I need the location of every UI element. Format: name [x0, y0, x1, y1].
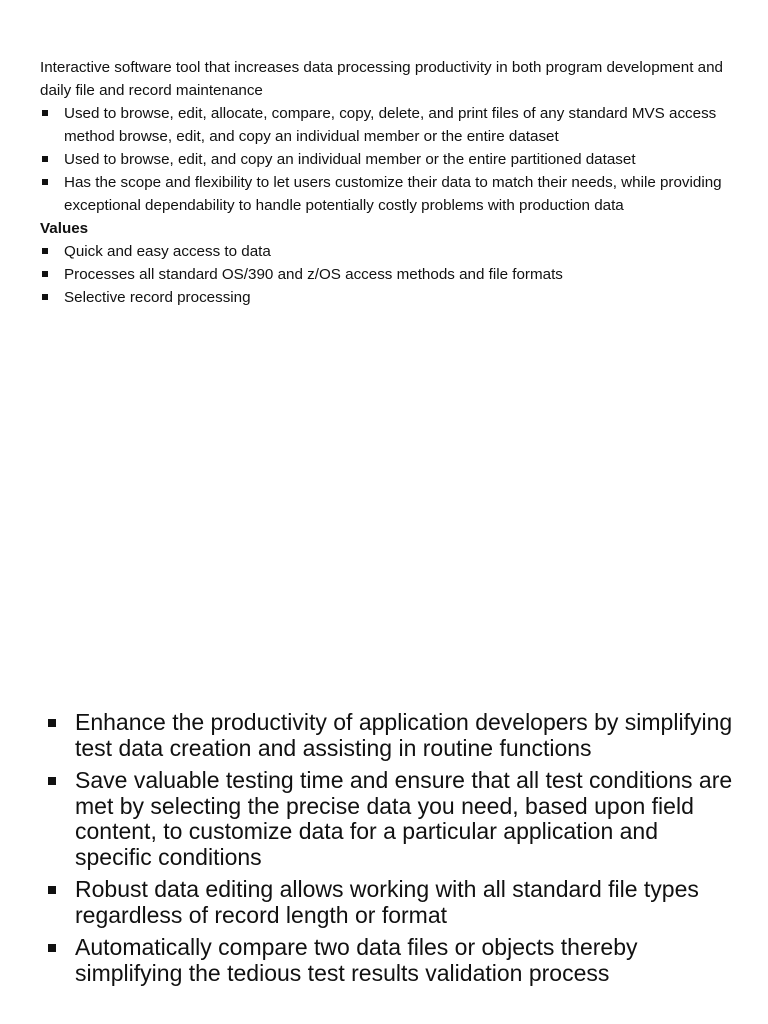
- list-item: [40, 240, 740, 263]
- square-bullet-icon: [42, 294, 48, 300]
- square-bullet-icon: [48, 719, 56, 727]
- list-item: [40, 263, 740, 286]
- square-bullet-icon: [42, 271, 48, 277]
- bottom-section: [46, 710, 736, 993]
- square-bullet-icon: [48, 886, 56, 894]
- list-item-text: Used to browse, edit, and copy an individual member or the entire partitioned dataset: [64, 151, 636, 168]
- square-bullet-icon: [42, 156, 48, 162]
- list-item-text: Enhance the productivity of application developers by simplifying test data creation and assisting in routine functions: [75, 709, 733, 761]
- top-section: [40, 56, 740, 309]
- benefits-list: [46, 710, 736, 986]
- list-item: [40, 148, 740, 171]
- list-item-text: Used to browse, edit, allocate, compare, copy, delete, and print files of any standard MVS access method browse, edit, and copy an individual member or the entire dataset: [64, 105, 717, 145]
- list-item-text: Processes all standard OS/390 and z/OS access methods and file formats: [64, 266, 563, 283]
- list-item: [46, 768, 736, 870]
- list-item-text: Automatically compare two data files or objects thereby simplifying the tedious test results validation process: [75, 934, 638, 986]
- list-item: [40, 286, 740, 309]
- values-heading: Values: [40, 220, 89, 237]
- list-item: [40, 102, 740, 148]
- list-item-text: Selective record processing: [64, 289, 251, 306]
- square-bullet-icon: [48, 777, 56, 785]
- feature-list: [40, 102, 740, 217]
- list-item-text: Save valuable testing time and ensure that all test conditions are met by selecting the precise data you need, based upon field content, to customize data for a particular application and specific conditions: [75, 767, 733, 870]
- square-bullet-icon: [42, 248, 48, 254]
- list-item-text: Has the scope and flexibility to let users customize their data to match their needs, while providing exceptional dependability to handle potentially costly problems with production data: [64, 174, 722, 214]
- list-item: [46, 877, 736, 928]
- list-item-text: Robust data editing allows working with all standard file types regardless of record length or format: [75, 876, 699, 928]
- list-item: [46, 935, 736, 986]
- square-bullet-icon: [42, 179, 48, 185]
- list-item: [46, 710, 736, 761]
- square-bullet-icon: [42, 110, 48, 116]
- list-item-text: Quick and easy access to data: [64, 243, 271, 260]
- intro-paragraph: Interactive software tool that increases data processing productivity in both program development and daily file and record maintenance: [40, 59, 723, 99]
- square-bullet-icon: [48, 944, 56, 952]
- values-list: [40, 240, 740, 309]
- list-item: [40, 171, 740, 217]
